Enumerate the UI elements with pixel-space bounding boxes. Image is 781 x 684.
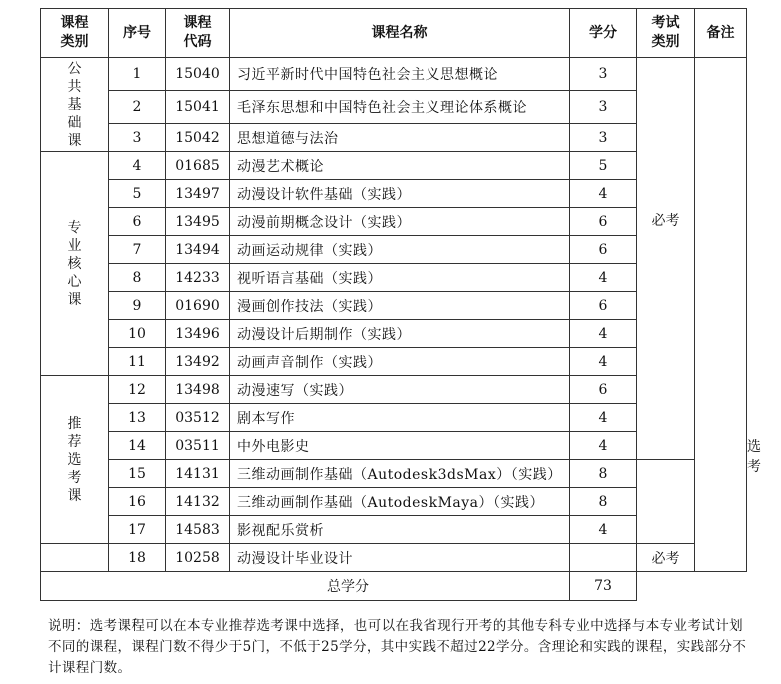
- seq-cell: 8: [109, 264, 166, 292]
- exam-type-label: 必考: [651, 213, 680, 229]
- credit-cell: 6: [570, 376, 637, 404]
- category-label: 公共基础课: [67, 60, 82, 149]
- code-cell: 15041: [166, 91, 230, 124]
- seq-cell: 12: [109, 376, 166, 404]
- remark-cell: [695, 58, 747, 572]
- code-cell: 14131: [166, 460, 230, 488]
- name-cell: 三维动画制作基础（AutodeskMaya）（实践）: [230, 488, 570, 516]
- code-cell: 03512: [166, 404, 230, 432]
- table-row: [41, 488, 747, 516]
- code-cell: 15040: [166, 58, 230, 91]
- category-label: 推荐选考课: [67, 415, 82, 504]
- seq-cell: 5: [109, 180, 166, 208]
- name-cell: 影视配乐赏析: [230, 516, 570, 544]
- total-empty-2: [695, 572, 747, 601]
- credit-cell: 8: [570, 460, 637, 488]
- seq-cell: 7: [109, 236, 166, 264]
- code-cell: 13495: [166, 208, 230, 236]
- code-cell: 03511: [166, 432, 230, 460]
- category-empty: [41, 544, 109, 572]
- header-exam-type: 考试类别: [637, 9, 695, 58]
- code-cell: 13492: [166, 348, 230, 376]
- credit-cell: [570, 544, 637, 572]
- seq-cell: 4: [109, 152, 166, 180]
- code-cell: 01690: [166, 292, 230, 320]
- credit-cell: 3: [570, 91, 637, 124]
- seq-cell: 9: [109, 292, 166, 320]
- name-cell: 习近平新时代中国特色社会主义思想概论: [230, 58, 570, 91]
- name-cell: 三维动画制作基础（Autodesk3dsMax）（实践）: [230, 460, 570, 488]
- seq-cell: 11: [109, 348, 166, 376]
- seq-cell: 2: [109, 91, 166, 124]
- category-label: 专业核心课: [67, 219, 82, 308]
- table-row: [41, 460, 747, 488]
- credit-cell: 3: [570, 124, 637, 152]
- header-row: [41, 9, 747, 58]
- seq-cell: 1: [109, 58, 166, 91]
- name-cell: 视听语言基础（实践）: [230, 264, 570, 292]
- name-cell: 动漫前期概念设计（实践）: [230, 208, 570, 236]
- header-remark: 备注: [695, 9, 747, 58]
- name-cell: 动漫速写（实践）: [230, 376, 570, 404]
- name-cell: 动漫设计后期制作（实践）: [230, 320, 570, 348]
- category-public: [41, 58, 109, 152]
- exam-type-label: 选考: [747, 439, 761, 475]
- category-elective: [41, 376, 109, 544]
- seq-cell: 18: [109, 544, 166, 572]
- table-row: [41, 58, 747, 91]
- total-value: 73: [570, 572, 637, 601]
- credit-cell: 4: [570, 320, 637, 348]
- header-code: 课程代码: [166, 9, 230, 58]
- code-cell: 13497: [166, 180, 230, 208]
- seq-cell: 10: [109, 320, 166, 348]
- category-core: [41, 152, 109, 376]
- credit-cell: 6: [570, 292, 637, 320]
- name-cell: 剧本写作: [230, 404, 570, 432]
- name-cell: 动画运动规律（实践）: [230, 236, 570, 264]
- credit-cell: 4: [570, 432, 637, 460]
- exam-type-final: 必考: [637, 544, 695, 572]
- exam-type-required: [637, 58, 695, 460]
- seq-cell: 15: [109, 460, 166, 488]
- header-name: 课程名称: [230, 9, 570, 58]
- total-row: [41, 572, 747, 601]
- name-cell: 中外电影史: [230, 432, 570, 460]
- code-cell: 01685: [166, 152, 230, 180]
- credit-cell: 4: [570, 516, 637, 544]
- credit-cell: 3: [570, 58, 637, 91]
- code-cell: 15042: [166, 124, 230, 152]
- seq-cell: 6: [109, 208, 166, 236]
- footnote: 说明：选考课程可以在本专业推荐选考课中选择，也可以在我省现行开考的其他专科专业中选择与本专业考试计划不同的课程，课程门数不得少于5门，不低于25学分，其中实践不超过22学分。含理论和实践的课程，实践部分不计课程门数。: [48, 618, 747, 676]
- credit-cell: 4: [570, 180, 637, 208]
- credit-cell: 4: [570, 348, 637, 376]
- table-row: [41, 544, 747, 572]
- seq-cell: 17: [109, 516, 166, 544]
- code-cell: 13498: [166, 376, 230, 404]
- credit-cell: 8: [570, 488, 637, 516]
- seq-cell: 14: [109, 432, 166, 460]
- curriculum-table: [40, 8, 761, 601]
- name-cell: 漫画创作技法（实践）: [230, 292, 570, 320]
- total-empty: [637, 572, 695, 601]
- name-cell: 动漫设计软件基础（实践）: [230, 180, 570, 208]
- table-row: [41, 516, 747, 544]
- credit-cell: 6: [570, 236, 637, 264]
- header-credit: 学分: [570, 9, 637, 58]
- credit-cell: 4: [570, 264, 637, 292]
- seq-cell: 16: [109, 488, 166, 516]
- code-cell: 14233: [166, 264, 230, 292]
- total-label: 总学分: [41, 572, 570, 601]
- credit-cell: 5: [570, 152, 637, 180]
- code-cell: 13496: [166, 320, 230, 348]
- code-cell: 14132: [166, 488, 230, 516]
- credit-cell: 6: [570, 208, 637, 236]
- code-cell: 14583: [166, 516, 230, 544]
- seq-cell: 13: [109, 404, 166, 432]
- code-cell: 13494: [166, 236, 230, 264]
- header-category: 课程类别: [41, 9, 109, 58]
- header-seq: 序号: [109, 9, 166, 58]
- name-cell: 思想道德与法治: [230, 124, 570, 152]
- name-cell: 毛泽东思想和中国特色社会主义理论体系概论: [230, 91, 570, 124]
- credit-cell: 4: [570, 404, 637, 432]
- name-cell: 动画声音制作（实践）: [230, 348, 570, 376]
- seq-cell: 3: [109, 124, 166, 152]
- name-cell: 动漫设计毕业设计: [230, 544, 570, 572]
- name-cell: 动漫艺术概论: [230, 152, 570, 180]
- code-cell: 10258: [166, 544, 230, 572]
